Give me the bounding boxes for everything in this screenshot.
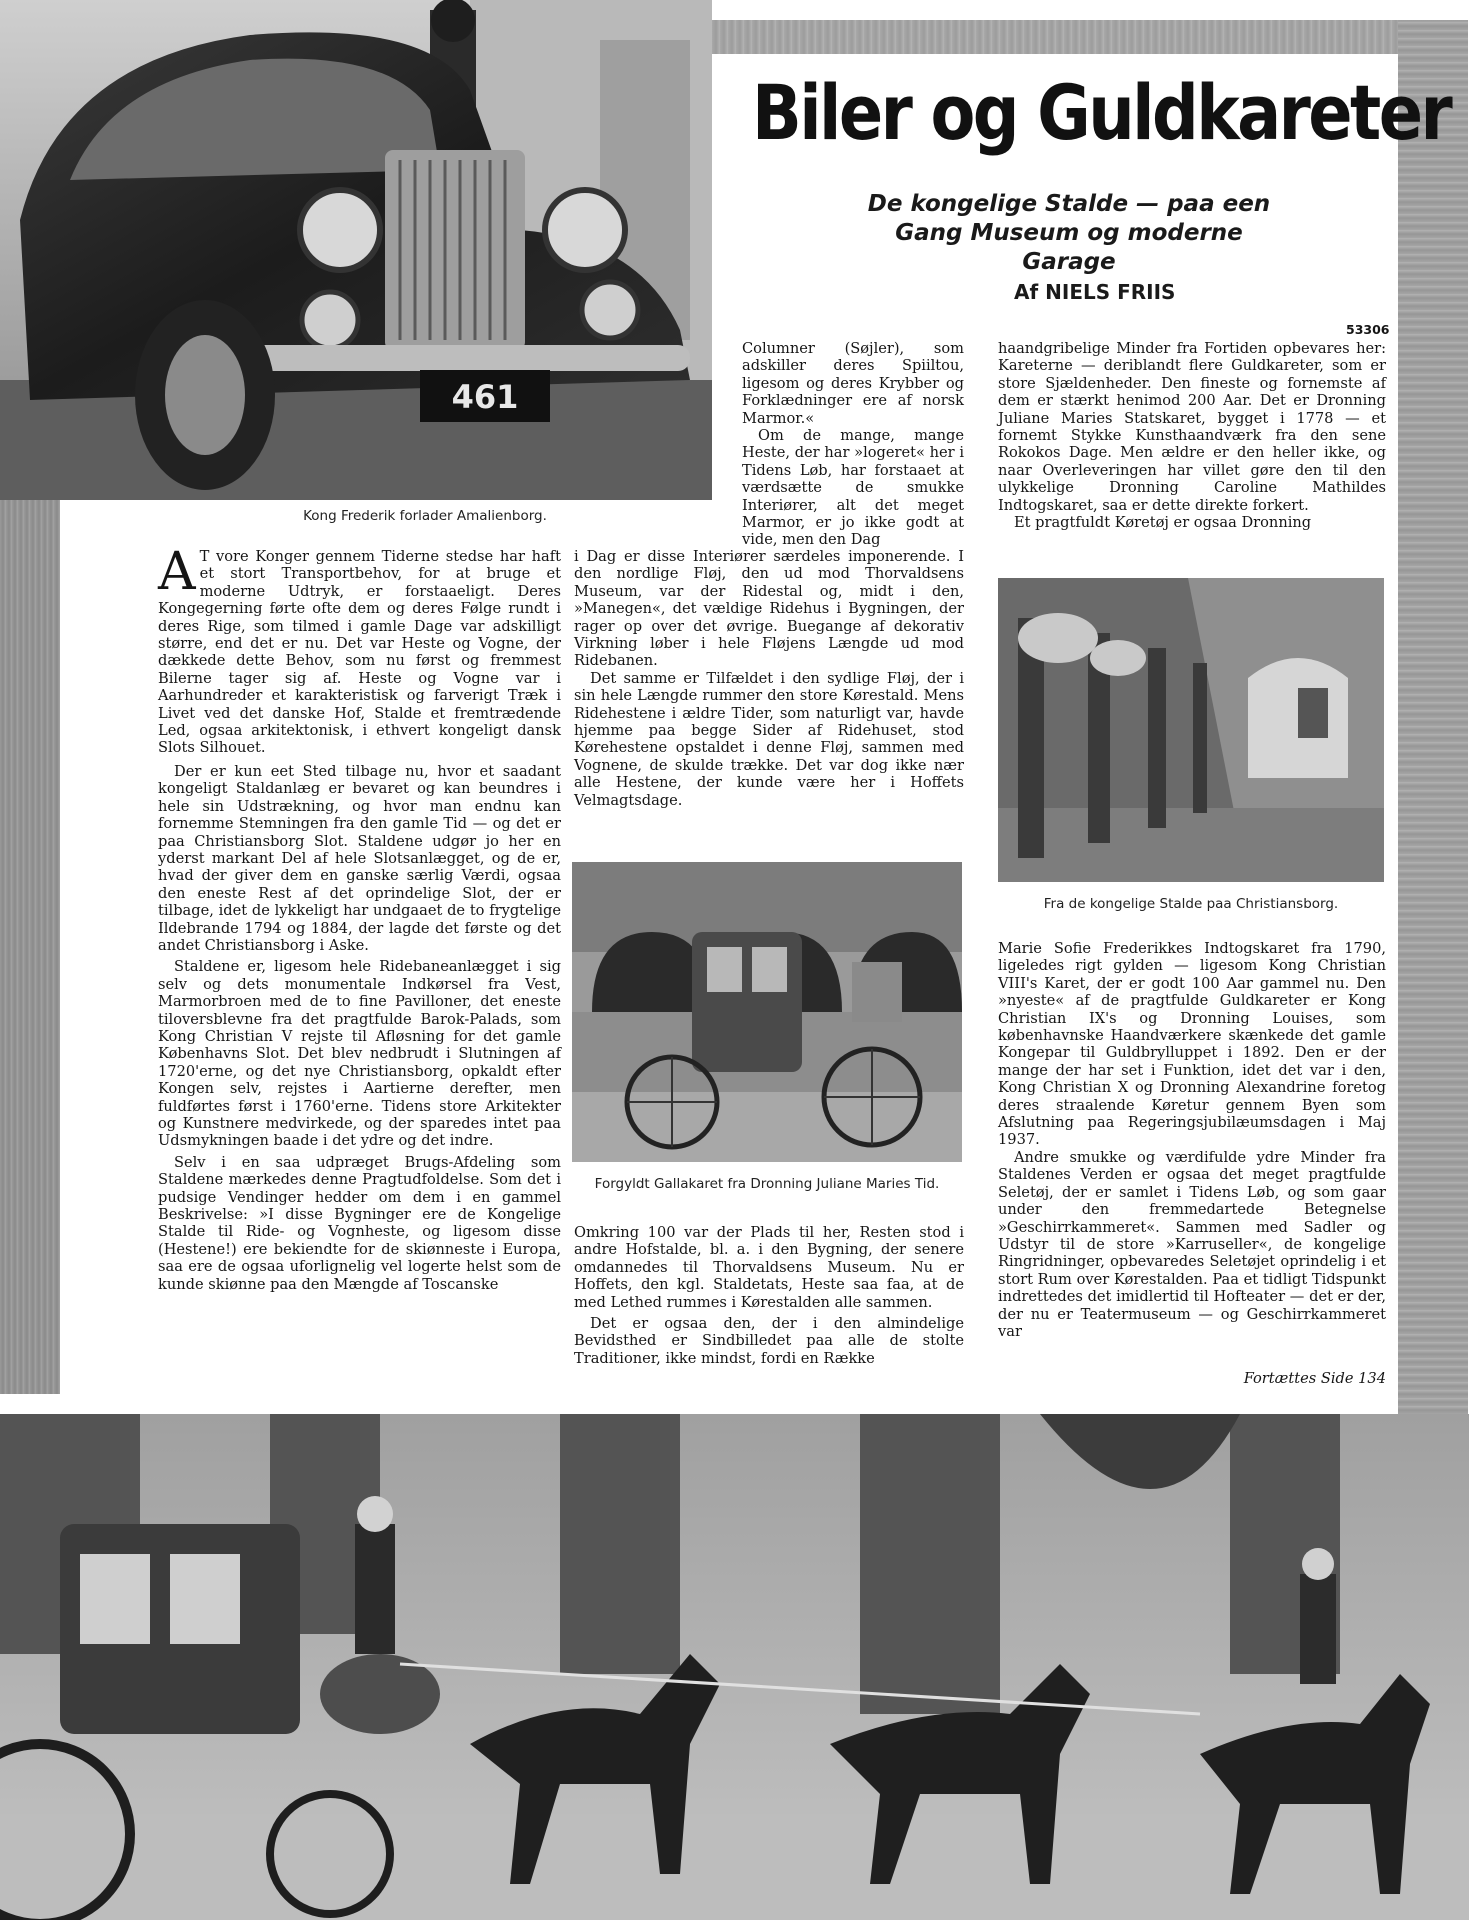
article-byline: Af NIELS FRIIS xyxy=(1014,280,1176,304)
reference-number: 53306 xyxy=(1346,322,1390,337)
paragraph: Det samme er Tilfældet i den sydlige Fløj, der i sin hele Længde rummer den store Kørestald. Mens Ridehestene i ældre Tider, som naturligt var, havde hjemme paa begge Sider af Ridehuset, stod Kørehestene opstaldet i denne Fløj, sammen med Vognene, de skulde trække. Det var dog ikke nær alle Hestene, der kunde være her i Hoffets Velmagtsdage. xyxy=(574,669,964,809)
car-photo-caption: Kong Frederik forlader Amalienborg. xyxy=(303,508,547,524)
coach-photo-caption: Forgyldt Gallakaret fra Dronning Juliane Maries Tid. xyxy=(594,1176,940,1192)
paragraph: haandgribelige Minder fra Fortiden opbevares her: Kareterne — deriblandt flere Guldkareter, som er store Sjældenheder. Den fineste og fornemste af dem er stærkt henimod 200 Aar. Det er Dronning Juliane Maries Statskaret, bygget i 1778 — et fornemt Stykke Kunsthaandværk fra den sene Rokokos Dage. Men ældre er den heller ikke, og naar Overleveringen har villet gøre den til den ulykkelige Dronning Caroline Mathildes Indtogskaret, saa er dette direkte forkert. xyxy=(998,340,1386,514)
carriage-horses-photo xyxy=(0,1414,1469,1920)
paragraph: i Dag er disse Interiører særdeles imponerende. I den nordlige Fløj, den ud mod Thorvaldsens Museum, var der Ridestal og, midt i den, »Manegen«, det vældige Ridehus i Bygningen, der rager op over det øvrige. Buegange af dekorativ Virkning løber i hele Fløjens Længde ud mod Ridebanen. xyxy=(574,548,964,670)
paragraph: Selv i en saa udpræget Brugs-Afdeling som Staldene mærkedes denne Pragtudfoldelse. Som det i pudsige Vendinger hedder om dem i en gammel Beskrivelse: »I disse Bygninger ere de Kongelige Stalde til Ride- og Vognheste, og ligesom disse (Hestene!) ere bekiendte for de skiønneste i Europa, saa ere de ogsaa uforlignelig vel logerte helst som de kunde skiønne paa den Mængde af Toscanske xyxy=(158,1153,561,1293)
car-photo xyxy=(0,0,712,500)
paragraph: Om de mange, mange Heste, der har »logeret« her i Tidens Løb, har forstaaet at værdsætte de smukke Interiører, alt det meget Marmor, er jo ikke godt at vide, men den Dag xyxy=(742,427,964,549)
license-plate: 461 xyxy=(451,378,519,416)
column-3-top xyxy=(998,340,1386,531)
stables-photo xyxy=(998,578,1384,882)
paragraph: Der er kun eet Sted tilbage nu, hvor et saadant kongeligt Staldanlæg er bevaret og kan beundres i hele sin Udstrækning, og hvor man endnu kan fornemme Stemningen fra den gamle Tid — og det er paa Christiansborg Slot. Staldene udgør jo her en yderst markant Del af hele Slotsanlægget, og de er, hvad der giver dem en ganske særlig Værdi, ogsaa den eneste Rest af det oprindelige Slot, der er tilbage, idet de lykkeligt har undgaaet de to frygtelige Ildebrande 1794 og 1884, der lagde det første og det andet Christiansborg i Aske. xyxy=(158,762,561,954)
halftone-band-right xyxy=(1398,20,1468,1414)
paragraph: Andre smukke og værdifulde ydre Minder fra Staldenes Verden er ogsaa det meget pragtfulde Seletøj, der er samlet i Tidens Løb, og som gaar under den fremmedartede Betegnelse »Geschirrkammeret«. Sammen med Sadler og Udstyr til de store »Karruseller«, de kongelige Ringridninger, opbevaredes Seletøjet oprindelig i et stort Rum over Kørestalden. Paa et tidligt Tidspunkt indrettedes det imidlertid til Hofteater — det er der, der nu er Teatermuseum — og Geschirrkammeret var xyxy=(998,1148,1386,1340)
paragraph: Staldene er, ligesom hele Ridebaneanlægget i sig selv og dets monumentale Indkørsel fra Vest, Marmorbroen med de to fine Pavilloner, det eneste tiloversblevne fra det pragtfulde Barok-Palads, som Kong Christian V rejste til Afløsning for det gamle Københavns Slot. Det blev nedbrudt i Slutningen af 1720'erne, og det nye Christiansborg, opkaldt efter Kongen selv, rejstes i Aartierne derefter, men fuldførtes først i 1760'erne. Tidens store Arkitekter og Kunstnere medvirkede, og der sparedes intet paa Udsmykningen baade i det ydre og det indre. xyxy=(158,958,561,1150)
column-2-bottom xyxy=(574,1224,964,1367)
halftone-band-left xyxy=(0,500,60,1394)
article-subtitle: De kongelige Stalde — paa een Gang Museum og moderne Garage xyxy=(867,191,1271,275)
paragraph: Det er ogsaa den, der i den almindelige Bevidsthed er Sindbilledet paa alle de stolte Traditioner, ikke mindst, fordi en Række xyxy=(574,1315,964,1367)
stables-photo-caption: Fra de kongelige Stalde paa Christiansborg. xyxy=(1043,896,1339,912)
halftone-band-top xyxy=(712,20,1398,54)
paragraph: Columner (Søjler), som adskiller deres Spiiltou, ligesom og deres Krybber og Forklædninger ere af norsk Marmor.« xyxy=(742,340,964,427)
paragraph: Omkring 100 var der Plads til her, Resten stod i andre Hofstalde, bl. a. i den Bygning, der senere omdannedes til Thorvaldsens Museum. Nu er Hoffets, den kgl. Staldetats, Heste saa faa, at de med Lethed rummes i Kørestalden alle sammen. xyxy=(574,1224,964,1311)
paragraph: A T vore Konger gennem Tiderne stedse har haft et stort Transportbehov, for at bruge et moderne Udtryk, er forstaaeligt. Deres Kongegerning førte ofte dem og deres Følge rundt i deres Rige, som tilmed i gamle Dage var adskilligt større, end det er nu. Det var Heste og Vogne, der dækkede dette Behov, som nu først og fremmest Bilerne tager sig af. Heste og Vogne var i Aarhundreder et karakteristisk og farverigt Træk i Livet ved det danske Hof, Stalde et fremtrædende Led, ogsaa arkitektonisk, i ethvert kongeligt dansk Slots Silhouet. xyxy=(158,542,561,757)
column-2-middle xyxy=(574,548,964,809)
coach-photo xyxy=(572,862,962,1162)
paragraph: Marie Sofie Frederikkes Indtogskaret fra 1790, ligeledes rigt gylden — ligesom Kong Christian VIII's Karet, der er godt 100 Aar gammel nu. Den »nyeste« af de pragtfulde Guldkareter er Kong Christian IX's og Dronning Louises, som københavnske Haandværkere skænkede det gamle Kongepar til Guldbrylluppet i 1892. Den er der mange der har set i Funktion, idet det var i den, Kong Christian X og Dronning Alexandrine foretog deres straalende Køretur gennem Byen som Afslutning paa Regeringsjubilæumsdagen i Maj 1937. xyxy=(998,940,1386,1149)
continued-notice: Fortættes Side 134 xyxy=(1243,1370,1386,1387)
drop-cap: A xyxy=(158,542,196,602)
column-3-bottom xyxy=(998,940,1386,1340)
paragraph: Et pragtfuldt Køretøj er ogsaa Dronning xyxy=(1014,514,1312,532)
column-2-top xyxy=(742,340,964,549)
article-title: Biler og Guldkareter xyxy=(752,68,1451,157)
column-1 xyxy=(158,542,561,1293)
